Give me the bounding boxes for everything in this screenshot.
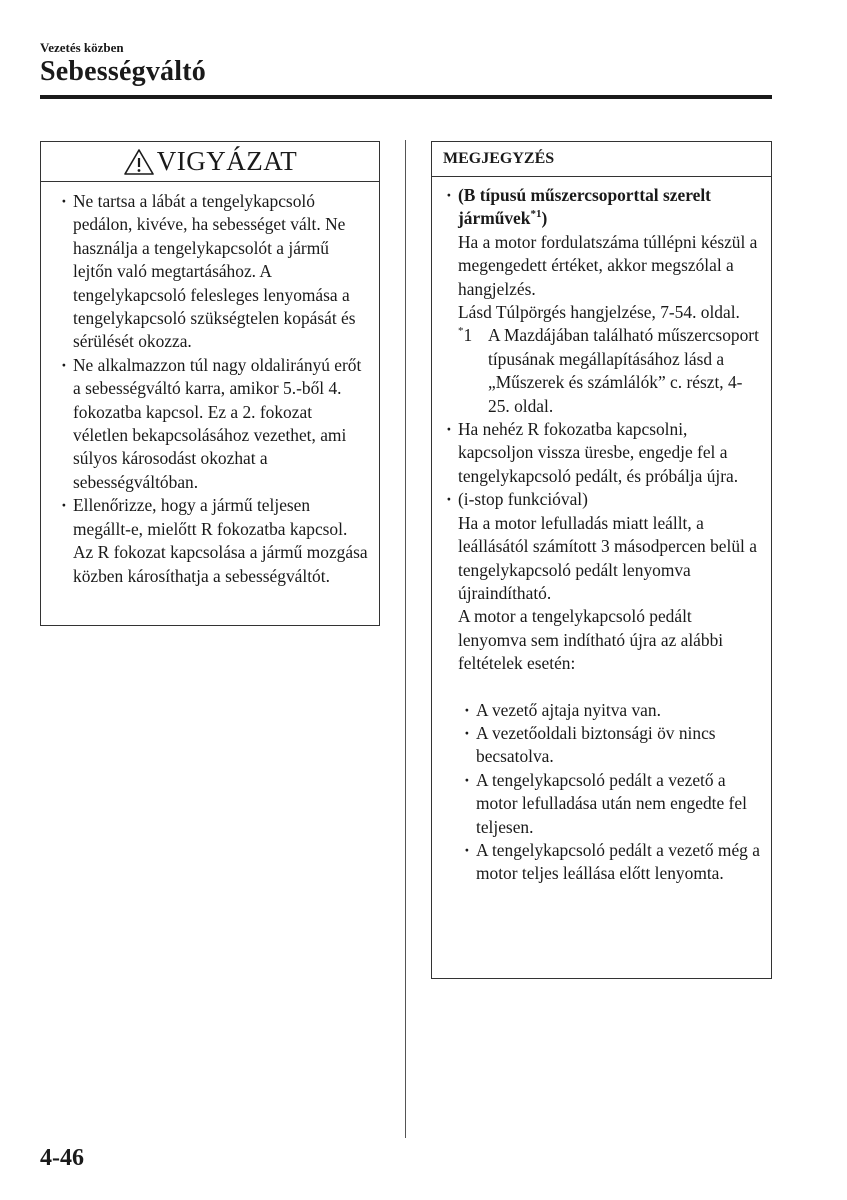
note-header xyxy=(432,142,771,177)
caution-item: · Ellenőrizze, hogy a jármű teljesen megállt-e, mielőtt R fokozatba kapcsol. Az R fokozat kapcsolása a jármű mozgása közben károsíthatja a sebességváltót. xyxy=(61,494,369,588)
caution-body xyxy=(41,182,379,588)
section-label: Vezetés közben xyxy=(40,40,124,55)
footnote xyxy=(458,324,763,418)
list-item: · A tengelykapcsoló pedált a vezető még a motor teljes leállása előtt lenyomta. xyxy=(464,839,763,886)
list-item: · A tengelykapcsoló pedált a vezető a motor lefulladása után nem engedte fel teljesen. xyxy=(464,769,763,839)
note-item-text: A motor a tengelykapcsoló pedált lenyomva sem indítható újra az alábbi feltételek esetén: xyxy=(458,606,724,674)
note-box xyxy=(431,141,772,979)
note-item-heading: · (i-stop funkcióval) xyxy=(458,489,588,510)
page-title: Sebességváltó xyxy=(40,56,206,87)
caution-item: · Ne alkalmazzon túl nagy oldalirányú erőt a sebességváltó karra, amikor 5.-ből 4. fokozatba kapcsol. Ez a 2. fokozat véletlen bekapcsolásához vezethet, ami súlyos károsodást okozhat a sebességváltóban. xyxy=(61,354,369,494)
caution-title: VIGYÁZAT xyxy=(156,146,298,176)
column-divider xyxy=(405,140,406,1138)
note-item-text: Ha a motor lefulladás miatt leállt, a leállásától számított 3 másodpercen belül a tengelykapcsoló pedált lenyomva újraindítható. xyxy=(458,512,757,603)
caution-box xyxy=(40,141,380,626)
list-item: · A vezető ajtaja nyitva van. xyxy=(464,699,763,722)
note-item-text: Ha a motor fordulatszáma túllépni készül a megengedett értéket, akkor megszólal a hangjelzés. xyxy=(458,231,758,299)
page-number: 4-46 xyxy=(40,1145,84,1171)
footnote-ref: *1 xyxy=(530,208,542,221)
page-reference: Lásd Túlpörgés hangjelzése, 7-54. oldal. xyxy=(458,302,740,323)
warning-triangle-icon xyxy=(123,148,155,176)
note-item-i-stop xyxy=(446,488,763,886)
list-item: · A vezetőoldali biztonsági öv nincs becsatolva. xyxy=(464,722,763,769)
condition-list xyxy=(458,699,763,886)
footnote-mark: *1 xyxy=(458,325,473,346)
footnote-text: A Mazdájában található műszercsoport típusának megállapításához lásd a „Műszerek és számlálók” c. részt, 4-25. oldal. xyxy=(488,325,759,416)
note-item-instrument-cluster xyxy=(446,184,763,418)
note-item-reverse: · Ha nehéz R fokozatba kapcsolni, kapcsoljon vissza üresbe, engedje fel a tengelykapcsoló pedált, és próbálja újra. xyxy=(446,418,763,488)
header-rule xyxy=(40,95,772,99)
caution-item: · Ne tartsa a lábát a tengelykapcsoló pedálon, kivéve, ha sebességet vált. Ne használja a tengelykapcsolót a jármű lejtőn való megtartásához. A tengelykapcsoló felesleges lenyomása a tengelykapcsoló szükségtelen kopását és sérülését okozza. xyxy=(61,190,369,354)
note-item-heading: · (B típusú műszercsoporttal szerelt járművek$^{*1}$) xyxy=(458,185,711,229)
caution-header xyxy=(41,142,379,182)
note-body xyxy=(432,177,771,886)
note-title: MEGJEGYZÉS xyxy=(443,150,555,167)
